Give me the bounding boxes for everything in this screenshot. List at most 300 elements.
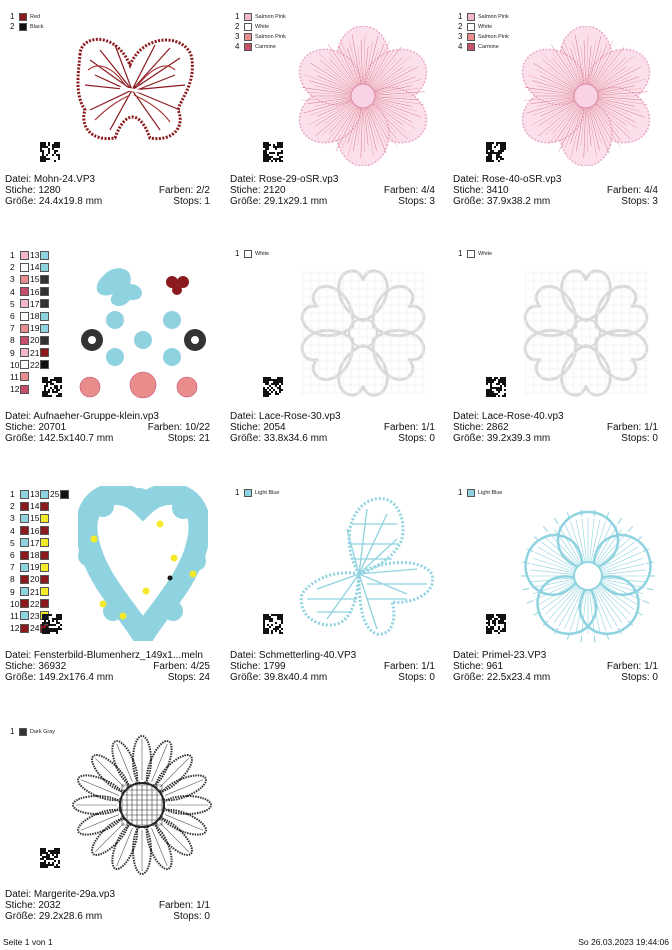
thread-number: 15 [30, 513, 40, 524]
thread-number: 9 [10, 586, 15, 597]
thread-list [458, 12, 509, 52]
color-count: Farben: 1/1 [158, 900, 210, 911]
thread-list [458, 249, 492, 259]
thread-item [458, 488, 502, 498]
thread-grid-row [10, 249, 50, 261]
thread-color-swatch [20, 624, 29, 633]
page-number: Seite 1 von 1 [3, 937, 53, 947]
color-count: Farben: 1/1 [383, 422, 435, 433]
thread-color-swatch [40, 514, 49, 523]
rose-embroidery-image [516, 26, 656, 166]
thread-number: 5 [10, 537, 15, 548]
file-line [5, 411, 210, 422]
thread-name: Salmon Pink [255, 34, 286, 40]
thread-number: 24 [30, 623, 40, 634]
file-name: Datei: Schmetterling-40.VP3 [230, 650, 357, 661]
thread-number: 8 [10, 574, 15, 585]
thread-color-swatch [40, 587, 49, 596]
thread-color-swatch [40, 275, 49, 284]
thread-number: 16 [30, 286, 40, 297]
stitch-count: Stiche: 1799 [230, 661, 286, 672]
thread-grid-row [10, 598, 70, 610]
thread-name: Carmine [478, 44, 499, 50]
design-size: Größe: 33.8x34.6 mm [230, 433, 328, 444]
stitch-count: Stiche: 2032 [5, 900, 61, 911]
thread-number: 1 [10, 12, 15, 21]
design-preview [0, 0, 215, 170]
thread-grid-row [10, 322, 50, 334]
thread-color-swatch [20, 575, 29, 584]
thread-item [10, 12, 43, 22]
thread-color-swatch [40, 490, 49, 499]
thread-number: 16 [30, 525, 40, 536]
thread-name: Light Blue [255, 490, 280, 496]
file-line [453, 650, 658, 661]
thread-color-swatch [40, 599, 49, 608]
thread-color-swatch [40, 575, 49, 584]
thread-number: 22 [30, 598, 40, 609]
butterfly-embroidery-image [297, 494, 437, 639]
thread-color-swatch [20, 538, 29, 547]
design-size: Größe: 37.9x38.2 mm [453, 196, 551, 207]
thread-number: 20 [30, 335, 40, 346]
primrose-embroidery-image [518, 506, 658, 646]
thread-color-swatch [19, 728, 27, 736]
design-size: Größe: 29.2x28.6 mm [5, 911, 103, 922]
thread-item [10, 22, 43, 32]
thread-number: 1 [10, 489, 15, 500]
file-line [230, 411, 435, 422]
thread-color-swatch [20, 263, 29, 272]
size-line [5, 911, 210, 922]
thread-color-swatch [244, 33, 252, 41]
thread-color-swatch [40, 502, 49, 511]
thread-color-swatch [244, 13, 252, 21]
thread-number: 21 [30, 347, 40, 358]
thread-color-swatch [20, 251, 29, 260]
thread-number: 2 [235, 22, 240, 31]
thread-color-swatch [20, 287, 29, 296]
design-card [448, 0, 663, 210]
design-card [0, 0, 215, 210]
thread-color-swatch [467, 33, 475, 41]
qr-code-icon [486, 377, 506, 397]
design-size: Größe: 39.8x40.4 mm [230, 672, 328, 683]
design-card [225, 237, 440, 447]
thread-color-swatch [40, 348, 49, 357]
design-card [0, 476, 215, 686]
thread-color-swatch [244, 489, 252, 497]
poppy-embroidery-image [70, 30, 200, 145]
print-date: So 26.03.2023 19:44:06 [578, 937, 669, 947]
thread-color-swatch [20, 490, 29, 499]
thread-number: 8 [10, 335, 15, 346]
thread-list [235, 12, 286, 52]
thread-number: 13 [30, 489, 40, 500]
thread-color-swatch [40, 251, 49, 260]
qr-code-icon [263, 614, 283, 634]
thread-number: 17 [30, 298, 40, 309]
thread-name: White [255, 251, 270, 257]
stop-count: Stops: 3 [621, 196, 658, 207]
thread-color-swatch [40, 563, 49, 572]
design-info [5, 889, 210, 922]
thread-number: 11 [10, 371, 19, 382]
thread-number: 4 [235, 42, 240, 51]
thread-item [10, 727, 55, 737]
thread-name: Salmon Pink [478, 14, 509, 20]
color-count: Farben: 4/4 [606, 185, 658, 196]
design-preview [448, 0, 663, 170]
thread-number: 10 [10, 598, 20, 609]
thread-color-swatch [40, 299, 49, 308]
thread-color-swatch [20, 514, 29, 523]
thread-grid-row [10, 261, 50, 273]
thread-item [235, 42, 286, 52]
thread-item [235, 32, 286, 42]
stop-count: Stops: 1 [173, 196, 210, 207]
color-count: Farben: 4/4 [383, 185, 435, 196]
thread-number: 1 [10, 727, 15, 736]
thread-number: 1 [235, 12, 240, 21]
thread-number: 2 [10, 262, 15, 273]
design-card [448, 237, 663, 447]
stitch-count: Stiche: 961 [453, 661, 504, 672]
design-size: Größe: 24.4x19.8 mm [5, 196, 103, 207]
stop-count: Stops: 0 [621, 433, 658, 444]
thread-name: White [478, 24, 493, 30]
thread-name: Carmine [255, 44, 276, 50]
thread-number: 17 [30, 537, 40, 548]
thread-item [458, 12, 509, 22]
thread-color-swatch [20, 502, 29, 511]
thread-color-swatch [20, 526, 29, 535]
design-info [453, 411, 658, 444]
thread-color-swatch [20, 275, 29, 284]
thread-number: 18 [30, 550, 40, 561]
thread-item [458, 32, 509, 42]
thread-grid-row [10, 561, 70, 573]
thread-item [235, 249, 269, 259]
thread-number: 4 [458, 42, 463, 51]
thread-color-swatch [20, 611, 29, 620]
thread-grid-row [10, 273, 50, 285]
design-card [0, 237, 215, 447]
design-info [5, 411, 210, 444]
thread-item [458, 22, 509, 32]
thread-number: 1 [458, 488, 463, 497]
thread-number: 5 [10, 298, 15, 309]
thread-grid-row [10, 586, 70, 598]
size-line [230, 672, 435, 683]
thread-name: Black [30, 24, 44, 30]
design-size: Größe: 142.5x140.7 mm [5, 433, 114, 444]
qr-code-icon [263, 377, 283, 397]
thread-item [458, 42, 509, 52]
size-line [453, 433, 658, 444]
thread-color-swatch [40, 526, 49, 535]
qr-code-icon [486, 142, 506, 162]
daisy-embroidery-image [72, 735, 212, 875]
thread-number: 11 [10, 610, 19, 621]
design-preview [0, 237, 215, 407]
thread-grid-row [10, 347, 50, 359]
thread-grid-row [10, 525, 70, 537]
file-name: Datei: Mohn-24.VP3 [5, 174, 96, 185]
thread-color-swatch [40, 360, 49, 369]
thread-number: 1 [235, 249, 240, 258]
thread-color-swatch [19, 13, 27, 21]
thread-grid [10, 488, 70, 634]
thread-name: White [255, 24, 270, 30]
thread-color-swatch [40, 287, 49, 296]
thread-color-swatch [20, 299, 29, 308]
thread-color-swatch [60, 490, 69, 499]
color-count: Farben: 1/1 [606, 661, 658, 672]
thread-grid-row [10, 500, 70, 512]
thread-color-swatch [467, 489, 475, 497]
file-name: Datei: Primel-23.VP3 [453, 650, 547, 661]
thread-color-swatch [244, 23, 252, 31]
stitch-count: Stiche: 2862 [453, 422, 509, 433]
design-preview [448, 237, 663, 407]
thread-number: 18 [30, 311, 40, 322]
thread-color-swatch [20, 385, 29, 394]
thread-color-swatch [20, 360, 29, 369]
rose-embroidery-image [293, 26, 433, 166]
thread-number: 12 [10, 384, 20, 395]
qr-code-icon [40, 848, 60, 868]
size-line [230, 433, 435, 444]
stitch-count: Stiche: 36932 [5, 661, 67, 672]
design-card [225, 476, 440, 686]
size-line [5, 672, 210, 683]
thread-number: 6 [10, 311, 15, 322]
thread-list [10, 727, 55, 737]
design-card [225, 0, 440, 210]
thread-grid-row [10, 549, 70, 561]
design-size: Größe: 149.2x176.4 mm [5, 672, 114, 683]
thread-number: 7 [10, 562, 15, 573]
qr-code-icon [486, 614, 506, 634]
thread-name: Dark Gray [30, 729, 56, 735]
file-line [5, 889, 210, 900]
thread-grid-row [10, 286, 50, 298]
file-line [5, 174, 210, 185]
stop-count: Stops: 3 [398, 196, 435, 207]
thread-color-swatch [467, 23, 475, 31]
file-line [453, 411, 658, 422]
thread-name: Red [30, 14, 41, 20]
stop-count: Stops: 24 [167, 672, 210, 683]
thread-number: 15 [30, 274, 40, 285]
design-preview [225, 476, 440, 646]
thread-color-swatch [19, 23, 27, 31]
thread-number: 6 [10, 550, 15, 561]
design-preview [225, 237, 440, 407]
design-size: Größe: 39.2x39.3 mm [453, 433, 551, 444]
stitches-line [5, 185, 210, 196]
patch-group-embroidery-image [75, 262, 210, 402]
thread-number: 25 [50, 489, 60, 500]
thread-color-swatch [467, 43, 475, 51]
thread-number: 7 [10, 323, 15, 334]
stitches-line [230, 422, 435, 433]
thread-number: 22 [30, 359, 40, 370]
design-info [230, 411, 435, 444]
color-count: Farben: 2/2 [158, 185, 210, 196]
size-line [5, 196, 210, 207]
design-info [453, 650, 658, 683]
stitches-line [230, 185, 435, 196]
design-preview [448, 476, 663, 646]
file-line [5, 650, 210, 661]
thread-name: Salmon Pink [255, 14, 286, 20]
thread-number: 4 [10, 286, 15, 297]
design-info [5, 650, 210, 683]
design-size: Größe: 22.5x23.4 mm [453, 672, 551, 683]
thread-list [10, 12, 43, 32]
stop-count: Stops: 0 [398, 433, 435, 444]
file-name: Datei: Rose-29-oSR.vp3 [230, 174, 339, 185]
thread-grid-row [10, 537, 70, 549]
stitch-count: Stiche: 2054 [230, 422, 286, 433]
thread-number: 1 [235, 488, 240, 497]
file-name: Datei: Margerite-29a.vp3 [5, 889, 116, 900]
thread-number: 2 [10, 22, 15, 31]
thread-color-swatch [467, 13, 475, 21]
thread-color-swatch [40, 324, 49, 333]
stitches-line [453, 185, 658, 196]
stop-count: Stops: 0 [173, 911, 210, 922]
thread-name: Light Blue [478, 490, 503, 496]
thread-color-swatch [20, 336, 29, 345]
design-info [5, 174, 210, 207]
file-name: Datei: Rose-40-oSR.vp3 [453, 174, 562, 185]
design-info [230, 650, 435, 683]
thread-grid-row [10, 359, 50, 371]
size-line [230, 196, 435, 207]
design-info [453, 174, 658, 207]
thread-grid-row [10, 298, 50, 310]
thread-color-swatch [40, 551, 49, 560]
qr-code-icon [263, 142, 283, 162]
color-count: Farben: 4/25 [153, 661, 210, 672]
thread-number: 9 [10, 347, 15, 358]
design-card [448, 476, 663, 686]
thread-name: White [478, 251, 493, 257]
stitches-line [230, 661, 435, 672]
thread-number: 4 [10, 525, 15, 536]
thread-item [235, 22, 286, 32]
file-line [230, 174, 435, 185]
design-preview [0, 715, 215, 885]
thread-grid-row [10, 310, 50, 322]
thread-grid [10, 249, 50, 395]
flower-heart-embroidery-image [78, 486, 208, 641]
thread-number: 19 [30, 562, 40, 573]
thread-number: 2 [10, 501, 15, 512]
thread-number: 23 [30, 610, 40, 621]
file-line [230, 650, 435, 661]
stitches-line [5, 422, 210, 433]
thread-color-swatch [40, 538, 49, 547]
file-name: Datei: Lace-Rose-30.vp3 [230, 411, 341, 422]
thread-number: 1 [458, 12, 463, 21]
thread-grid-row [10, 334, 50, 346]
thread-item [458, 249, 492, 259]
lace-rose-embroidery-image [293, 263, 433, 403]
thread-list [235, 488, 279, 498]
thread-number: 3 [235, 32, 240, 41]
thread-number: 10 [10, 359, 20, 370]
thread-number: 12 [10, 623, 20, 634]
thread-number: 21 [30, 586, 40, 597]
size-line [453, 196, 658, 207]
thread-list [458, 488, 502, 498]
thread-number: 13 [30, 250, 40, 261]
stitch-count: Stiche: 3410 [453, 185, 509, 196]
stop-count: Stops: 0 [621, 672, 658, 683]
design-preview [225, 0, 440, 170]
thread-grid-row [10, 573, 70, 585]
qr-code-icon [42, 377, 62, 397]
size-line [5, 433, 210, 444]
thread-color-swatch [20, 563, 29, 572]
thread-color-swatch [40, 336, 49, 345]
color-count: Farben: 1/1 [383, 661, 435, 672]
thread-color-swatch [467, 250, 475, 258]
stitches-line [5, 661, 210, 672]
stop-count: Stops: 21 [167, 433, 210, 444]
thread-name: Salmon Pink [478, 34, 509, 40]
stitch-count: Stiche: 20701 [5, 422, 67, 433]
thread-color-swatch [20, 324, 29, 333]
file-name: Datei: Fensterbild-Blumenherz_149x1...meln [5, 650, 203, 661]
file-name: Datei: Lace-Rose-40.vp3 [453, 411, 564, 422]
thread-number: 3 [10, 274, 15, 285]
color-count: Farben: 1/1 [606, 422, 658, 433]
design-size: Größe: 29.1x29.1 mm [230, 196, 328, 207]
stitches-line [453, 661, 658, 672]
thread-number: 3 [458, 32, 463, 41]
thread-item [235, 12, 286, 22]
stitches-line [453, 422, 658, 433]
lace-rose-embroidery-image [516, 263, 656, 403]
thread-grid-row [10, 488, 70, 500]
file-line [453, 174, 658, 185]
thread-color-swatch [20, 551, 29, 560]
stitch-count: Stiche: 1280 [5, 185, 61, 196]
design-preview [0, 476, 215, 646]
thread-item [235, 488, 279, 498]
thread-color-swatch [40, 263, 49, 272]
thread-number: 3 [10, 513, 15, 524]
thread-grid-row [10, 512, 70, 524]
thread-color-swatch [20, 599, 29, 608]
thread-number: 14 [30, 262, 40, 273]
thread-number: 2 [458, 22, 463, 31]
thread-list [235, 249, 269, 259]
thread-color-swatch [20, 312, 29, 321]
thread-color-swatch [244, 250, 252, 258]
size-line [453, 672, 658, 683]
design-card [0, 715, 215, 925]
color-count: Farben: 10/22 [147, 422, 210, 433]
stop-count: Stops: 0 [398, 672, 435, 683]
thread-color-swatch [244, 43, 252, 51]
thread-number: 19 [30, 323, 40, 334]
